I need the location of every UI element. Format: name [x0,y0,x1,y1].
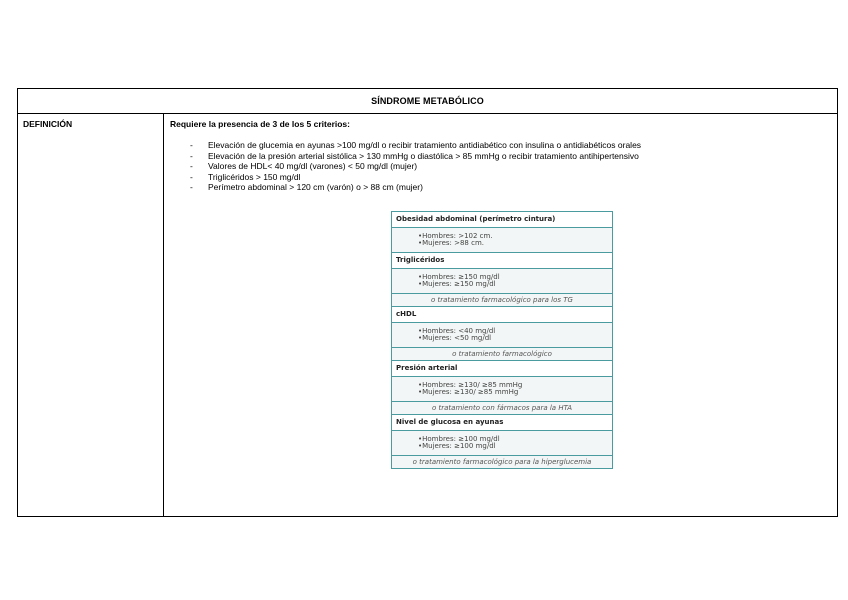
triglycerides-heading: Triglicéridos [392,253,612,269]
hdl-note: o tratamiento farmacológico [392,348,612,361]
metabolic-syndrome-table [17,88,838,517]
criteria-image-box [391,211,613,469]
table-title: SÍNDROME METABÓLICO [18,89,837,114]
glucose-note: o tratamiento farmacológico para la hiperglucemia [412,458,592,466]
list-item: - Valores de HDL< 40 mg/dl (varones) < 50 mg/dl (mujer) [190,161,837,172]
women-value: •Mujeres: ≥150 mg/dl [418,280,496,288]
criteria-lead: Requiere la presencia de 3 de los 5 criterios: [170,119,350,129]
blood-pressure-note: o tratamiento con fármacos para la HTA [392,402,612,415]
triglycerides-values [392,269,612,294]
men-value: •Hombres: ≥130/ ≥85 mmHg [418,381,523,389]
list-item: - Elevación de glucemia en ayunas >100 mg/dl o recibir tratamiento antidiabético con insulina o antidiabéticos orales [190,140,837,151]
women-value: •Mujeres: >88 cm. [418,239,485,247]
men-value: •Hombres: >102 cm. [418,232,493,240]
list-item: - Triglicéridos > 150 mg/dl [190,172,837,183]
men-value: •Hombres: ≥150 mg/dl [418,273,500,281]
blood-pressure-heading: Presión arterial [392,361,612,377]
criteria-list [170,140,837,193]
hdl-heading: cHDL [392,307,612,323]
women-value: •Mujeres: ≥100 mg/dl [418,442,496,450]
glucose-heading: Nivel de glucosa en ayunas [392,415,612,431]
blood-pressure-values [392,377,612,402]
triglycerides-note: o tratamiento farmacológico para los TG [392,294,612,307]
hdl-values [392,323,612,348]
list-item: - Elevación de la presión arterial sistólica > 130 mmHg o diastólica > 85 mmHg o recibir tratamiento antihipertensivo [190,151,837,162]
definition-label: DEFINICIÓN [18,113,164,516]
women-value: •Mujeres: <50 mg/dl [418,334,492,342]
obesity-values [392,228,612,253]
definition-content [165,113,837,516]
men-value: •Hombres: <40 mg/dl [418,327,496,335]
glucose-values [392,431,612,456]
table-body-row [18,113,837,516]
women-value: •Mujeres: ≥130/ ≥85 mmHg [418,388,519,396]
obesity-heading: Obesidad abdominal (perímetro cintura) [392,212,612,228]
men-value: •Hombres: ≥100 mg/dl [418,435,500,443]
list-item: - Perímetro abdominal > 120 cm (varón) o > 88 cm (mujer) [190,182,837,193]
